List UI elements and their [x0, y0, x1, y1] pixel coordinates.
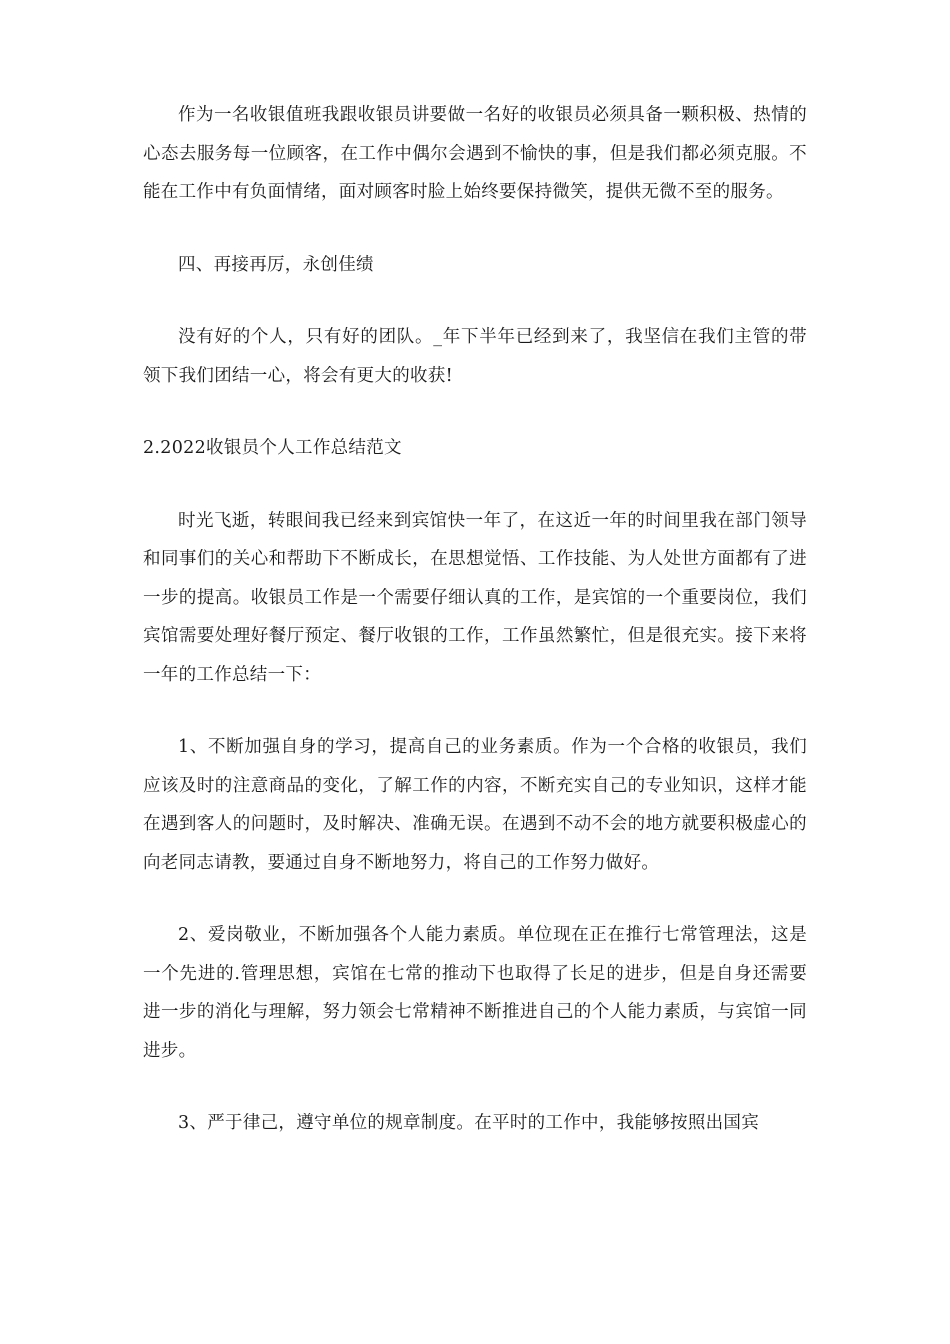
paragraph-attitude: 作为一名收银值班我跟收银员讲要做一名好的收银员必须具备一颗积极、热情的心态去服务每一位顾客，在工作中偶尔会遇到不愉快的事，但是我们都必须克服。不能在工作中有负面情绪，面对顾客时脸上始终要保持微笑，提供无微不至的服务。	[143, 105, 807, 202]
paragraph-point-1: 1、不断加强自身的学习，提高自己的业务素质。作为一个合格的收银员，我们应该及时的注意商品的变化，了解工作的内容，不断充实自己的专业知识，这样才能在遇到客人的问题时，及时解决、准确无误。在遇到不动不会的地方就要积极虚心的向老同志请教，要通过自身不断地努力，将自己的工作努力做好。	[143, 737, 807, 873]
paragraph-point-3: 3、严于律己，遵守单位的规章制度。在平时的工作中，我能够按照出国宾	[178, 1113, 760, 1133]
document-body	[143, 96, 807, 1177]
paragraph-point-2: 2、爱岗敬业，不断加强各个人能力素质。单位现在正在推行七常管理法，这是一个先进的.管理思想，宾馆在七常的推动下也取得了长足的进步，但是自身还需要进一步的消化与理解，努力领会七常精神不断推进自己的个人能力素质，与宾馆一同进步。	[143, 925, 807, 1061]
paragraph-intro: 时光飞逝，转眼间我已经来到宾馆快一年了，在这近一年的时间里我在部门领导和同事们的关心和帮助下不断成长，在思想觉悟、工作技能、为人处世方面都有了进一步的提高。收银员工作是一个需要仔细认真的工作，是宾馆的一个重要岗位，我们宾馆需要处理好餐厅预定、餐厅收银的工作，工作虽然繁忙，但是很充实。接下来将一年的工作总结一下：	[143, 510, 807, 685]
paragraph-team: 没有好的个人，只有好的团队。_年下半年已经到来了，我坚信在我们主管的带领下我们团结一心，将会有更大的收获!	[143, 327, 807, 386]
section-heading-four: 四、再接再厉，永创佳绩	[178, 254, 374, 275]
article-title: 2.2022收银员个人工作总结范文	[143, 438, 402, 458]
